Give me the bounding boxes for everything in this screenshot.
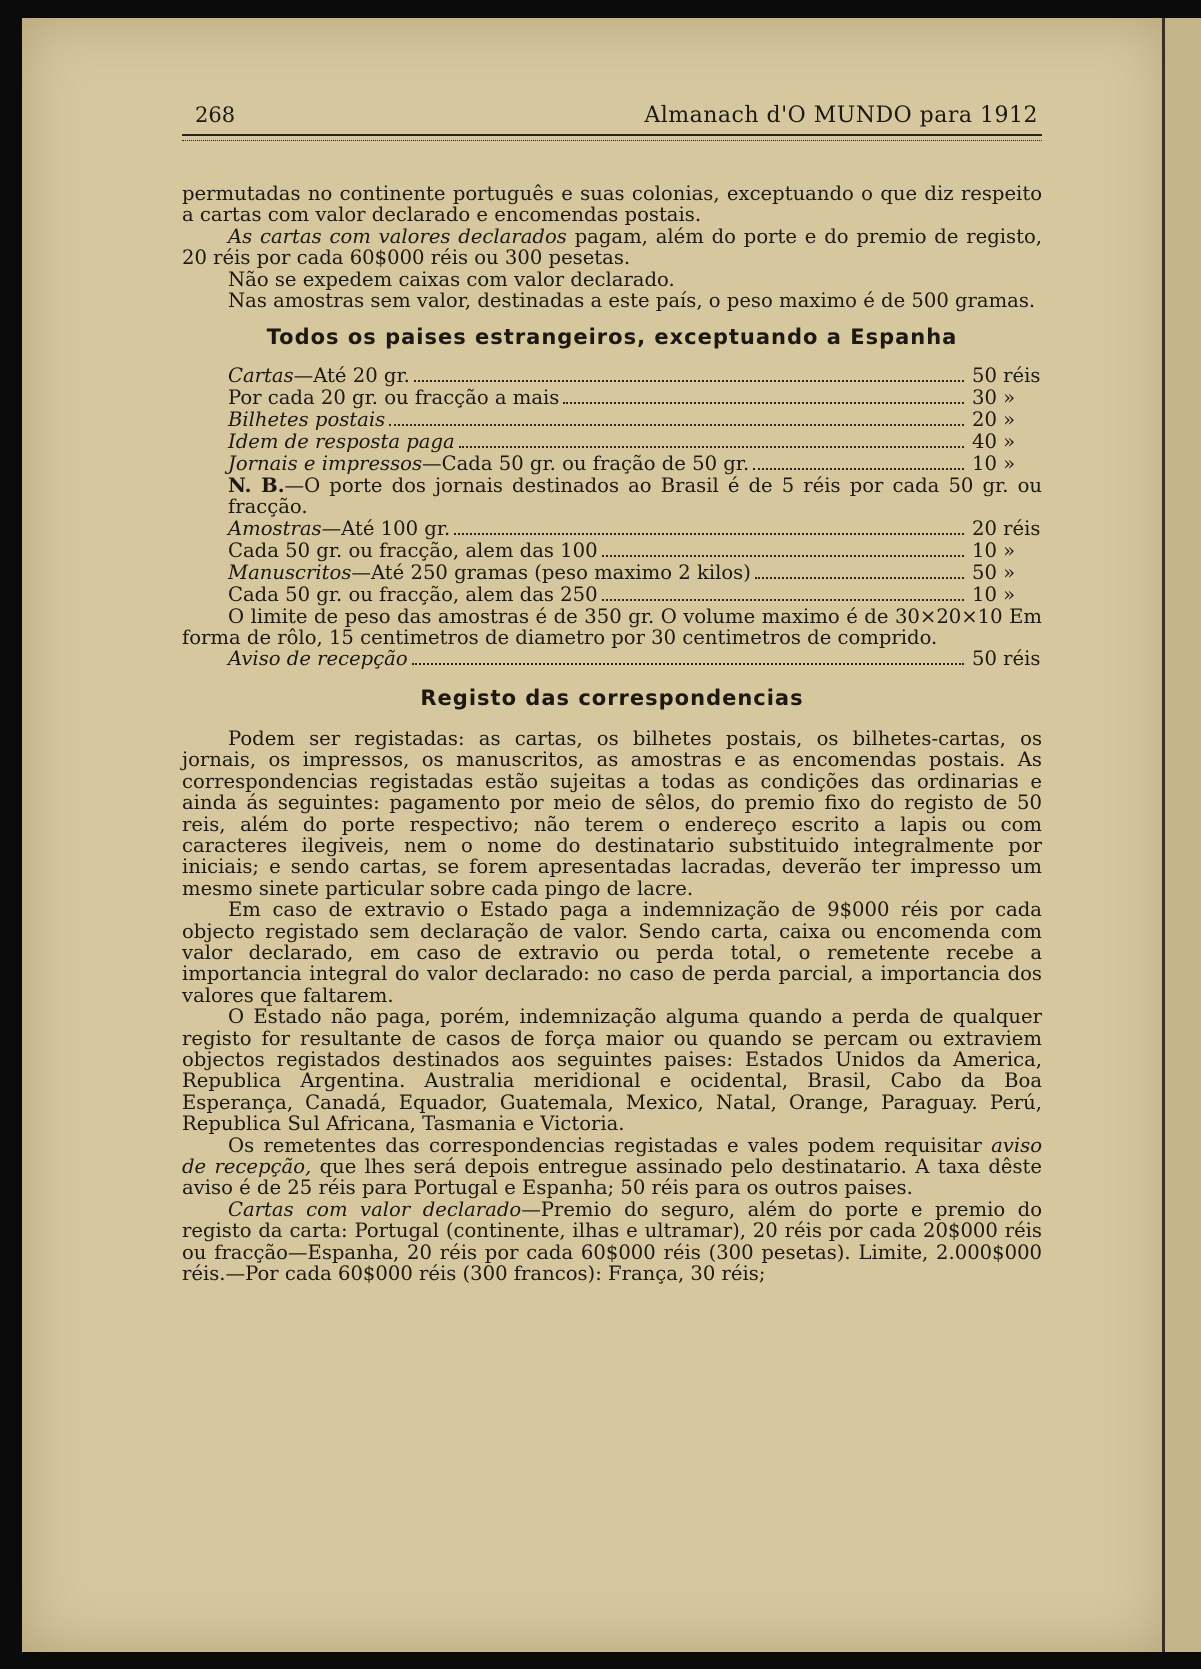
next-page-edge bbox=[1162, 18, 1201, 1652]
rate-amount: 40 » bbox=[972, 429, 1016, 453]
rate-table-b bbox=[182, 518, 1042, 606]
rate-label bbox=[228, 431, 455, 452]
running-title: Almanach d'O MUNDO para 1912 bbox=[644, 103, 1038, 128]
rate-label bbox=[228, 409, 385, 430]
page-number: 268 bbox=[195, 103, 236, 127]
rate-amount: 50 réis bbox=[972, 647, 1041, 671]
rate-row bbox=[182, 409, 1042, 431]
rate-amount: 50 réis bbox=[972, 363, 1041, 387]
rate-label-text: —Até 250 gramas (peso maximo 2 kilos) bbox=[351, 560, 751, 584]
page-body bbox=[182, 183, 1042, 1284]
section-title-foreign: Todos os paises estrangeiros, exceptuando a Espanha bbox=[266, 325, 958, 350]
rate-label-text: Por cada 20 gr. ou fracção a mais bbox=[228, 385, 560, 409]
declared-values-text: pagam, além do porte e do premio de registo, 20 réis por cada 60$000 réis ou 300 pesetas. bbox=[182, 224, 1042, 270]
rate-label-text: Cada 50 gr. ou fracção, alem das 250 bbox=[228, 582, 598, 606]
samples-weight-paragraph: Nas amostras sem valor, destinadas a este país, o peso maximo é de 500 gramas. bbox=[228, 289, 1036, 313]
rate-label bbox=[228, 584, 598, 605]
limit-paragraph: O limite de peso das amostras é de 350 gr. O volume maximo é de 30×20×10 Em forma de rôlo, 15 centimetros de diametro por 30 centimetros de comprido. bbox=[182, 604, 1042, 650]
rate-table-a bbox=[182, 365, 1042, 475]
no-boxes-paragraph: Não se expedem caixas com valor declarado. bbox=[228, 267, 675, 291]
rate-label-text: —Até 20 gr. bbox=[293, 363, 410, 387]
registration-paragraph-2: Em caso de extravio o Estado paga a indemnização de 9$000 réis por cada objecto registado sem declaração de valor. Sendo carta, caixa ou encomenda com valor declarado, em caso de extravio ou perda total, o remetente recebe a importancia integral do valor declarado: no caso de perda parcial, a importancia dos valores que faltarem. bbox=[182, 898, 1042, 1007]
rate-amount: 10 » bbox=[972, 582, 1016, 606]
page-header bbox=[160, 103, 1040, 129]
declared-values-paragraph bbox=[182, 226, 1042, 269]
rate-row bbox=[182, 453, 1042, 475]
rate-amount: 10 » bbox=[972, 451, 1016, 475]
leader-dots bbox=[602, 554, 964, 557]
rate-label bbox=[228, 387, 559, 408]
p5-text: —Premio do seguro, além do porte e premio do registo da carta: Portugal (continente, ilhas e ultramar), 20 réis por cada 20$000 réis ou fracção—Espanha, 20 réis por cada 60$000 réis (300 pesetas). Limite, 2.000$000 réis.—Por cada 60$000 réis (300 francos): França, 30 réis; bbox=[182, 1197, 1042, 1286]
leader-dots bbox=[389, 423, 964, 426]
leader-dots bbox=[755, 576, 964, 579]
registration-paragraph-4 bbox=[182, 1135, 1042, 1199]
rate-row-aviso bbox=[182, 648, 1042, 670]
registration-paragraph-5 bbox=[182, 1199, 1042, 1285]
leader-dots bbox=[602, 598, 964, 601]
section-title-registration: Registo das correspondencias bbox=[420, 686, 804, 711]
rate-label bbox=[228, 453, 749, 474]
nb-paragraph bbox=[182, 475, 1042, 518]
rate-label-italic: Manuscritos bbox=[228, 560, 352, 584]
rate-row bbox=[182, 540, 1042, 562]
rate-label-text: Cada 50 gr. ou fracção, alem das 100 bbox=[228, 538, 598, 562]
rate-label-italic: Idem de resposta paga bbox=[228, 429, 455, 453]
header-rule bbox=[182, 134, 1042, 141]
rate-label bbox=[228, 518, 450, 539]
rate-amount: 20 réis bbox=[972, 516, 1041, 540]
leader-dots bbox=[414, 379, 964, 382]
registration-paragraph-3: O Estado não paga, porém, indemnização alguma quando a perda de qualquer registo for resultante de casos de força maior ou quando se percam ou extraviem objectos registados destinados aos seguintes paises: Estados Unidos da America, Republica Argentina. Australia meridional e ocidental, Brasil, Cabo da Boa Esperança, Canadá, Equador, Guatemala, Mexico, Natal, Orange, Paraguay. Perú, Republica Sul Africana, Tasmania e Victoria. bbox=[182, 1005, 1042, 1136]
rate-label-text: —Cada 50 gr. ou fração de 50 gr. bbox=[422, 451, 750, 475]
rate-amount: 50 » bbox=[972, 560, 1016, 584]
leader-dots bbox=[563, 401, 964, 404]
rate-row bbox=[182, 431, 1042, 453]
leader-dots bbox=[454, 532, 964, 535]
rate-label-italic: Bilhetes postais bbox=[228, 407, 386, 431]
nb-text: —O porte dos jornais destinados ao Brasil é de 5 réis por cada 50 gr. ou fracção. bbox=[228, 473, 1042, 519]
rate-label-italic: Cartas bbox=[228, 363, 294, 387]
registration-paragraph-1: Podem ser registadas: as cartas, os bilhetes postais, os bilhetes-cartas, os jornais, os impressos, os manuscritos, as amostras e as encomendas postais. As correspondencias registadas estão sujeitas a todas as condições das ordinarias e ainda ás seguintes: pagamento por meio de sêlos, do premio fixo do registo de 50 reis, além do porte respectivo; não terem o endereço escrito a lapis ou com caracteres ilegiveis, nem o nome do destinatario substituido integralmente por iniciais; e sendo cartas, se forem apresentadas lacradas, deverão ter impresso um mesmo sinete particular sobre cada pingo de lacre. bbox=[182, 726, 1042, 900]
rate-label-italic: Amostras bbox=[228, 516, 322, 540]
leader-dots bbox=[412, 662, 964, 665]
rate-label bbox=[228, 562, 751, 583]
leader-dots bbox=[459, 445, 964, 448]
rate-label-text: —Até 100 gr. bbox=[321, 516, 451, 540]
nb-label: N. B. bbox=[228, 473, 285, 497]
rate-row bbox=[182, 518, 1042, 540]
rate-label-italic: Aviso de recepção bbox=[228, 647, 408, 671]
p4-text-b: que lhes será depois entregue assinado pelo destinatario. A taxa dêste aviso é de 25 réis para Portugal e Espanha; 50 réis para os outros paises. bbox=[182, 1155, 1042, 1200]
rate-amount: 30 » bbox=[972, 385, 1016, 409]
rate-label-italic: Jornais e impressos bbox=[228, 451, 423, 475]
intro-paragraph: permutadas no continente português e suas colonias, exceptuando o que diz respeito a cartas com valor declarado e encomendas postais. bbox=[182, 182, 1042, 227]
rate-label bbox=[228, 540, 598, 561]
declared-values-label: As cartas com valores declarados bbox=[228, 224, 567, 248]
rate-row bbox=[182, 562, 1042, 584]
p5-italic: Cartas com valor declarado bbox=[228, 1197, 522, 1221]
p4-italic: aviso de recepção, bbox=[182, 1133, 1042, 1178]
leader-dots bbox=[753, 467, 964, 470]
rate-amount: 20 » bbox=[972, 407, 1016, 431]
rate-row bbox=[182, 584, 1042, 606]
rate-row bbox=[182, 365, 1042, 387]
rate-label bbox=[228, 365, 410, 386]
rate-amount: 10 » bbox=[972, 538, 1016, 562]
rate-row bbox=[182, 387, 1042, 409]
p4-text-a: Os remetentes das correspondencias registadas e vales podem requisitar bbox=[228, 1133, 992, 1157]
